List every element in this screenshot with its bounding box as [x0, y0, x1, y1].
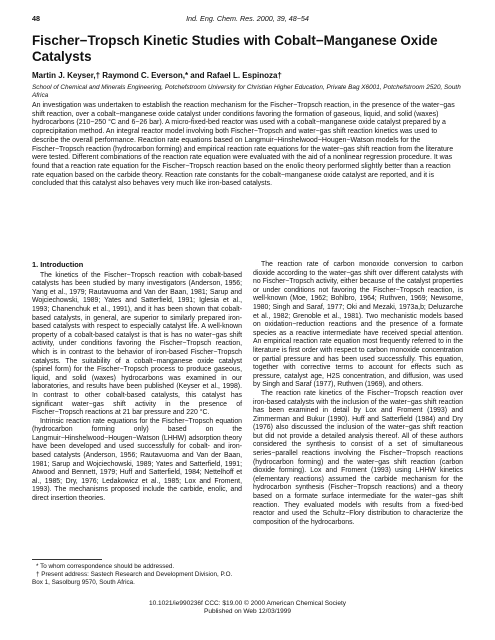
right-column [253, 261, 463, 527]
doi-copyright-line: 10.1021/ie990236f CCC: $19.00 © 2000 American Chemical Society [148, 600, 347, 607]
article-title: Fischer−Tropsch Kinetic Studies with Cobalt−Manganese Oxide Catalysts [32, 33, 438, 64]
paragraph: The reaction rate kinetics of the Fischer−Tropsch reaction over iron-based catalysts with the inclusion of the water−gas shift reaction has been examined in detail by Lox and Froment (1993) and Zimmerman and Bukur (1990). Huff and Satterfield (1984) and Dry (1976) also discussed the inclusion of the water−gas shift reaction but did not provide a detailed analysis thereof. All of these authors considered the synthesis to consist of a set of simultaneous series−parallel reactions involving the Fischer−Tropsch reactions (hydrocarbon forming) and the water−gas shift reaction (carbon dioxide forming). Lox and Froment (1993) using LHHW kinetics (elementary reactions) assumed the carbide mechanism for the hydrocarbon synthesis (Fischer−Tropsch reactions) and a theory based on a formate surface intermediate for the water−gas shift reaction. They evaluated models with results from a fixed-bed reactor and used the Schultz−Flory distribution to characterize the composition of the hydrocarbons. [253, 389, 463, 526]
affiliation: School of Chemical and Minerals Engineering, Potchefstroom University for Christian Higher Education, Private Bag X6001, Potchefstroom 2520, South Africa [32, 84, 461, 100]
footnotes [32, 563, 242, 586]
paragraph: Intrinsic reaction rate equations for the Fischer−Tropsch equation (hydrocarbon forming only) based on the Langmuir−Hinshelwood−Hougen−Watson (LHHW) adsorption theory have been developed and used successfully for cobalt- and iron-based catalysts (Anderson, 1956; Rautavuoma and Van der Baan, 1981; Sarup and Wojciechowski, 1989; Yates and Satterfield, 1991; Atwood and Bennett, 1979; Huff and Satterfield, 1984; Nettelhoff et al., 1985; Dry, 1976; Ledakowicz et al., 1985; Lox and Froment, 1993). The mechanisms proposed include the carbide, enolic, and direct insertion theories. [32, 417, 242, 503]
author-list: Martin J. Keyser,† Raymond C. Everson,* and Rafael L. Espinoza† [32, 71, 282, 80]
running-header [32, 14, 463, 26]
paragraph: The kinetics of the Fischer−Tropsch reaction with cobalt-based catalysts has been studied by many investigators (Anderson, 1956; Yang et al., 1979; Rautavuoma and Van der Baan, 1981; Sarup and Wojciechowski, 1989; Yates and Satterfield, 1991; Iglesia et al., 1993; Chanenchuk et al., 1991), and it has been shown that cobalt-based catalysts, in general, are superior to similarly prepared iron-based catalysts with respect to especially catalyst life. A well-known property of a cobalt-based catalyst is that is has no water−gas shift activity, under conditions favoring the Fischer−Tropsch reaction, which is in contrast to the behavior of iron-based Fischer−Tropsch catalysts. The suitability of a cobalt−manganese oxide catalyst (spinel form) for the Fischer−Tropsch process to produce gaseous, liquid, and solid (waxes) hydrocarbons was examined in our laboratories, and results have been published (Keyser et al., 1998). In contrast to other cobalt-based catalysts, this catalyst has significant water−gas shift activity in the presence of Fischer−Tropsch reactions at 21 bar pressure and 220 °C. [32, 271, 242, 417]
paragraph: The reaction rate of carbon monoxide conversion to carbon dioxide according to the water−gas shift over different catalysts with no Fischer−Tropsch activity, either because of the catalyst properties or under conditions not favoring the Fischer−Tropsch reaction, is well-known (Moe, 1962; Bohlbro, 1964; Ruthven, 1969; Newsome, 1980; Singh and Saraf, 1977; Oki and Mezaki, 1973a,b; Deluzarche et al., 1982; Grenoble et al., 1981). Two mechanistic models based on oxidation−reduction reactions and the presence of a formate species as a reactive intermediate have received special attention. An empirical reaction rate equation most frequently referred to in the literature is first order with respect to carbon monoxide concentration or partial pressure and has been used successfully. This equation, together with corrective terms to account for effects such as pressure, catalyst age, H2S concentration, and diffusion, was used by Singh and Saraf (1977), Ruthven (1969), and others. [253, 261, 463, 389]
abstract: An investigation was undertaken to establish the reaction mechanism for the Fischer−Tropsch reaction, in the presence of the water−gas shift reaction, over a cobalt−manganese oxide catalyst under conditions favoring the formation of gaseous, liquid, and solid (waxes) hydrocarbons (210−250 °C and 6−26 bar). A micro-fixed-bed reactor was used with a cobalt−manganese oxide catalyst prepared by a coprecipitation method. An integral reactor model involving both Fischer−Tropsch and water−gas shift reaction kinetics was used to describe the overall performance. Reaction rate equations based on Langmuir−Hinshelwood−Hougen−Watson models for the Fischer−Tropsch reaction (hydrocarbon forming) and empirical reaction rate equations for the water−gas shift reaction from the literature were tested. Different combinations of the reaction rate equation were evaluated with the aid of a nonlinear regression procedure. It was found that a reaction rate equation for the Fischer−Tropsch reaction based on the enolic theory performed slightly better than a reaction rate equation based on the carbide theory. Reaction rate constants for the cobalt−manganese oxide catalyst are reported, and it is concluded that this catalyst also behaves very much like iron-based catalysts. [32, 102, 455, 188]
publication-date: Published on Web 12/03/1999 [204, 608, 291, 616]
footnote-correspondence: * To whom correspondence should be addressed. [36, 563, 175, 570]
journal-citation: Ind. Eng. Chem. Res. 2000, 39, 48−54 [186, 14, 309, 23]
footnote-present-address: † Present address: Sastech Research and Development Division, P.O. Box 1, Sasolburg 9570, South Africa. [32, 570, 233, 586]
section-heading-introduction: 1. Introduction [32, 260, 84, 269]
footnote-divider [32, 559, 102, 560]
left-column [32, 261, 242, 504]
publication-footer [0, 600, 495, 616]
page-number: 48 [32, 14, 40, 23]
